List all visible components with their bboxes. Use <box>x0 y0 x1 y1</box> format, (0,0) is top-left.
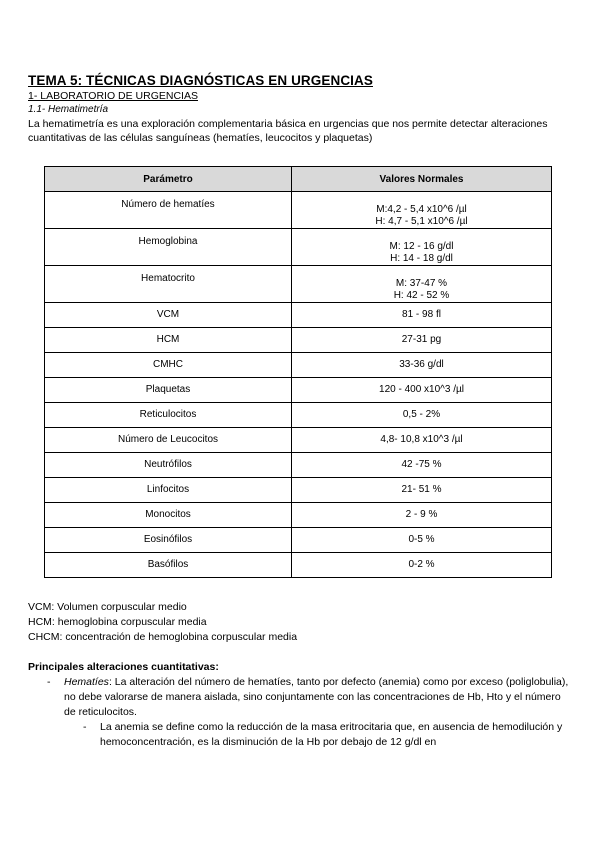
param-cell: Hematocrito <box>45 266 292 303</box>
value-cell <box>292 266 552 303</box>
param-cell: Número de Leucocitos <box>45 428 292 453</box>
table-row <box>45 303 552 328</box>
value-line: H: 14 - 18 g/dl <box>390 253 453 264</box>
param-cell: Basófilos <box>45 553 292 578</box>
table-row <box>45 428 552 453</box>
alterations-heading: Principales alteraciones cuantitativas: <box>28 661 219 673</box>
param-cell: Monocitos <box>45 503 292 528</box>
header-values: Valores Normales <box>292 167 552 192</box>
param-cell: Hemoglobina <box>45 229 292 266</box>
table-row <box>45 378 552 403</box>
table-row <box>45 553 552 578</box>
abbreviation-list <box>28 600 297 645</box>
value-cell: 0-2 % <box>292 553 552 578</box>
param-cell: Número de hematíes <box>45 192 292 229</box>
param-cell: Neutrófilos <box>45 453 292 478</box>
table-row <box>45 403 552 428</box>
value-line: H: 42 - 52 % <box>393 290 450 301</box>
value-cell: 2 - 9 % <box>292 503 552 528</box>
alterations-list <box>28 675 573 750</box>
header-param: Parámetro <box>45 167 292 192</box>
value-line: H: 4,7 - 5,1 x10^6 /µl <box>375 216 468 227</box>
table-row <box>45 192 552 229</box>
bullet-dash: - <box>83 721 87 733</box>
list-item <box>28 720 573 750</box>
abbreviation-vcm: VCM: Volumen corpuscular medio <box>28 601 187 613</box>
value-line: M: 37-47 % <box>395 278 448 289</box>
list-item <box>28 675 573 720</box>
value-line: M: 12 - 16 g/dl <box>389 241 454 252</box>
bullet-text: : La alteración del número de hematíes, tanto por defecto (anemia) como por exceso (poliglobulia), no debe valorarse de manera aislada, sino conjuntamente con las concentraciones de Hb, Hto y el número de reticulocitos. <box>64 676 569 718</box>
param-cell: Plaquetas <box>45 378 292 403</box>
table-row <box>45 328 552 353</box>
param-cell: Eosinófilos <box>45 528 292 553</box>
abbreviation-hcm: HCM: hemoglobina corpuscular media <box>28 616 207 628</box>
subsection-heading: 1.1- Hematimetría <box>28 104 109 115</box>
param-cell: CMHC <box>45 353 292 378</box>
table-row <box>45 266 552 303</box>
table-row <box>45 478 552 503</box>
bullet-term: Hematíes <box>64 676 109 688</box>
table-header-row <box>45 167 552 192</box>
value-cell: 33-36 g/dl <box>292 353 552 378</box>
value-cell: 42 -75 % <box>292 453 552 478</box>
section-heading: 1- LABORATORIO DE URGENCIAS <box>28 90 198 102</box>
value-cell: 21- 51 % <box>292 478 552 503</box>
value-cell: 27-31 pg <box>292 328 552 353</box>
value-cell: 4,8- 10,8 x10^3 /µl <box>292 428 552 453</box>
param-cell: Linfocitos <box>45 478 292 503</box>
param-cell: VCM <box>45 303 292 328</box>
bullet-text: La anemia se define como la reducción de la masa eritrocitaria que, en ausencia de hemodilución y hemoconcentración, es la disminución de la Hb por debajo de 12 g/dl en <box>100 721 563 748</box>
bullet-dash: - <box>47 676 51 688</box>
value-cell <box>292 192 552 229</box>
table-row <box>45 229 552 266</box>
value-cell: 0-5 % <box>292 528 552 553</box>
value-cell: 120 - 400 x10^3 /µl <box>292 378 552 403</box>
intro-paragraph: La hematimetría es una exploración complementaria básica en urgencias que nos permite detectar alteraciones cuantitativas de las células sanguíneas (hematíes, leucocitos y plaquetas) <box>28 118 548 144</box>
table-row <box>45 453 552 478</box>
value-cell <box>292 229 552 266</box>
param-cell: HCM <box>45 328 292 353</box>
document-page <box>28 72 573 748</box>
value-line: M:4,2 - 5,4 x10^6 /µl <box>376 204 467 215</box>
value-cell: 81 - 98 fl <box>292 303 552 328</box>
param-cell: Reticulocitos <box>45 403 292 428</box>
value-cell: 0,5 - 2% <box>292 403 552 428</box>
table-row <box>45 353 552 378</box>
page-title: TEMA 5: TÉCNICAS DIAGNÓSTICAS EN URGENCIAS <box>28 73 373 88</box>
normal-values-table <box>44 166 552 578</box>
table-row <box>45 503 552 528</box>
abbreviation-chcm: CHCM: concentración de hemoglobina corpuscular media <box>28 631 298 643</box>
table-row <box>45 528 552 553</box>
